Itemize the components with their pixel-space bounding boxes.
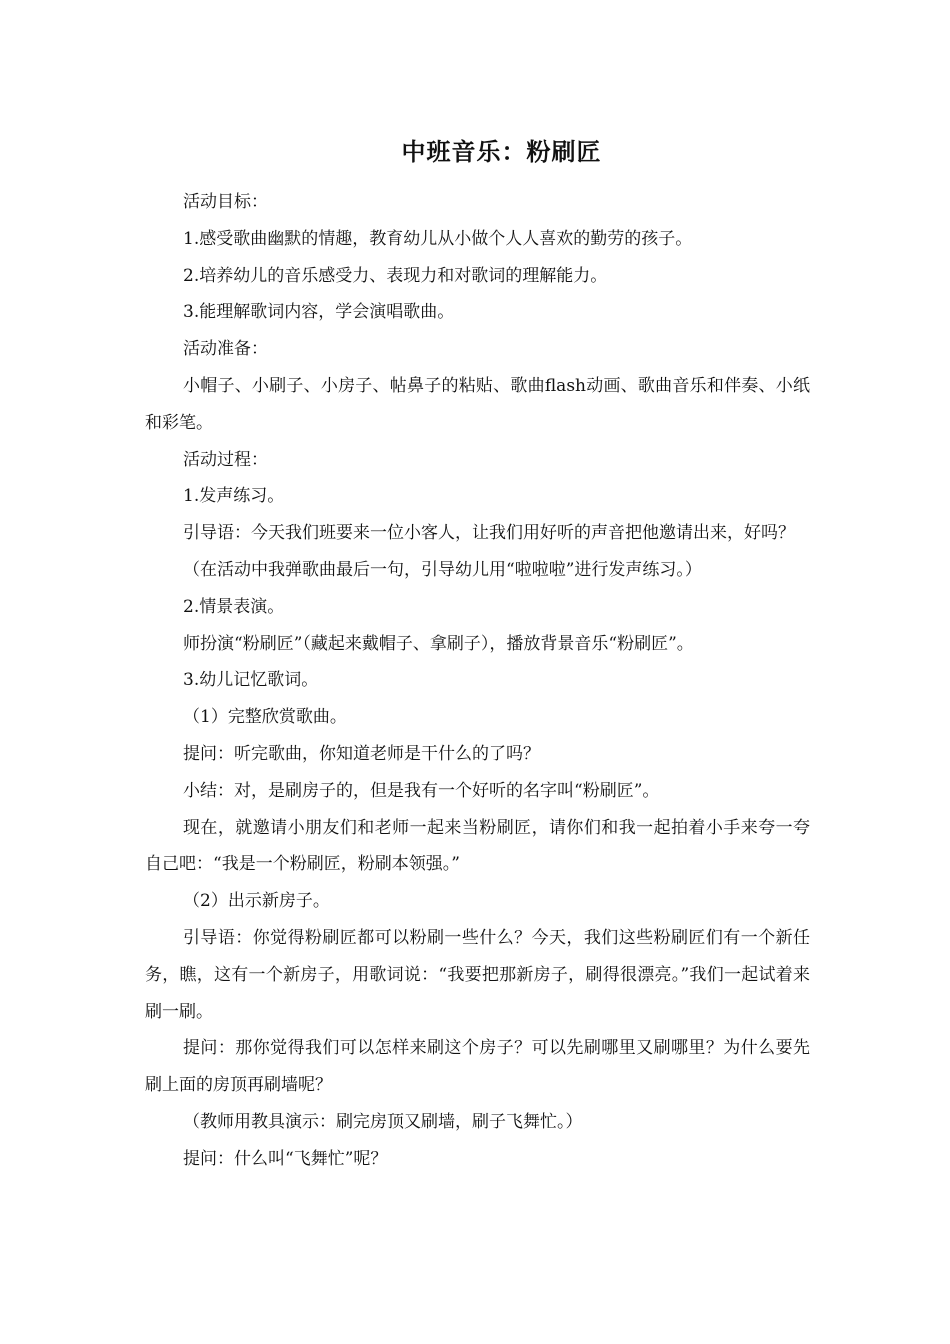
paragraph-step-2: 2.情景表演。 bbox=[183, 596, 285, 617]
document-page bbox=[145, 130, 810, 1178]
paragraph-step-1: 1.发声练习。 bbox=[183, 486, 285, 507]
paragraph-question-3: 提问：什么叫“飞舞忙”呢？ bbox=[183, 1148, 388, 1169]
paragraph-guide-1: 引导语：今天我们班要来一位小客人，让我们用好听的声音把他邀请出来，好吗？ bbox=[183, 523, 795, 544]
paragraph-performance: 师扮演“粉刷匠”（藏起来戴帽子、拿刷子），播放背景音乐“粉刷匠”。 bbox=[183, 633, 694, 654]
document-title: 中班音乐：粉刷匠 bbox=[401, 138, 602, 166]
paragraph-preparation-items: 小帽子、小刷子、小房子、帖鼻子的粘贴、歌曲flash动画、歌曲音乐和伴奏、小纸和彩笔。 bbox=[145, 375, 810, 433]
paragraph-step-3: 3.幼儿记忆歌词。 bbox=[183, 670, 319, 691]
paragraph-question-1: 提问：听完歌曲，你知道老师是干什么的了吗？ bbox=[183, 743, 540, 764]
paragraph-summary: 小结：对，是刷房子的，但是我有一个好听的名字叫“粉刷匠”。 bbox=[183, 780, 660, 801]
paragraph-substep-2: （2）出示新房子。 bbox=[183, 891, 330, 912]
paragraph-activity-goals-heading: 活动目标： bbox=[183, 192, 268, 212]
paragraph-question-2: 提问：那你觉得我们可以怎样来刷这个房子？可以先刷哪里又刷哪里？为什么要先刷上面的房顶再刷墙呢？ bbox=[145, 1038, 810, 1096]
paragraph-guide-2: 引导语：你觉得粉刷匠都可以粉刷一些什么？今天，我们这些粉刷匠们有一个新任务，瞧，这有一个新房子，用歌词说：“我要把那新房子，刷得很漂亮。”我们一起试着来刷一刷。 bbox=[145, 927, 810, 1022]
paragraph-goal-2: 2.培养幼儿的音乐感受力、表现力和对歌词的理解能力。 bbox=[183, 265, 608, 286]
paragraph-goal-1: 1.感受歌曲幽默的情趣，教育幼儿从小做个人人喜欢的勤劳的孩子。 bbox=[183, 228, 693, 249]
paragraph-process-heading: 活动过程： bbox=[183, 449, 268, 470]
paragraph-note-2: （教师用教具演示：刷完房顶又刷墙，刷子飞舞忙。） bbox=[183, 1111, 583, 1132]
paragraph-invitation: 现在，就邀请小朋友们和老师一起来当粉刷匠，请你们和我一起拍着小手来夸一夸自己吧：“我是一个粉刷匠，粉刷本领强。” bbox=[145, 817, 810, 875]
paragraph-preparation-heading: 活动准备： bbox=[183, 339, 268, 360]
paragraph-goal-3: 3.能理解歌词内容，学会演唱歌曲。 bbox=[183, 302, 455, 323]
paragraph-note-1: （在活动中我弹歌曲最后一句，引导幼儿用“啦啦啦”进行发声练习。） bbox=[183, 559, 702, 580]
paragraph-substep-1: （1）完整欣赏歌曲。 bbox=[183, 707, 347, 728]
